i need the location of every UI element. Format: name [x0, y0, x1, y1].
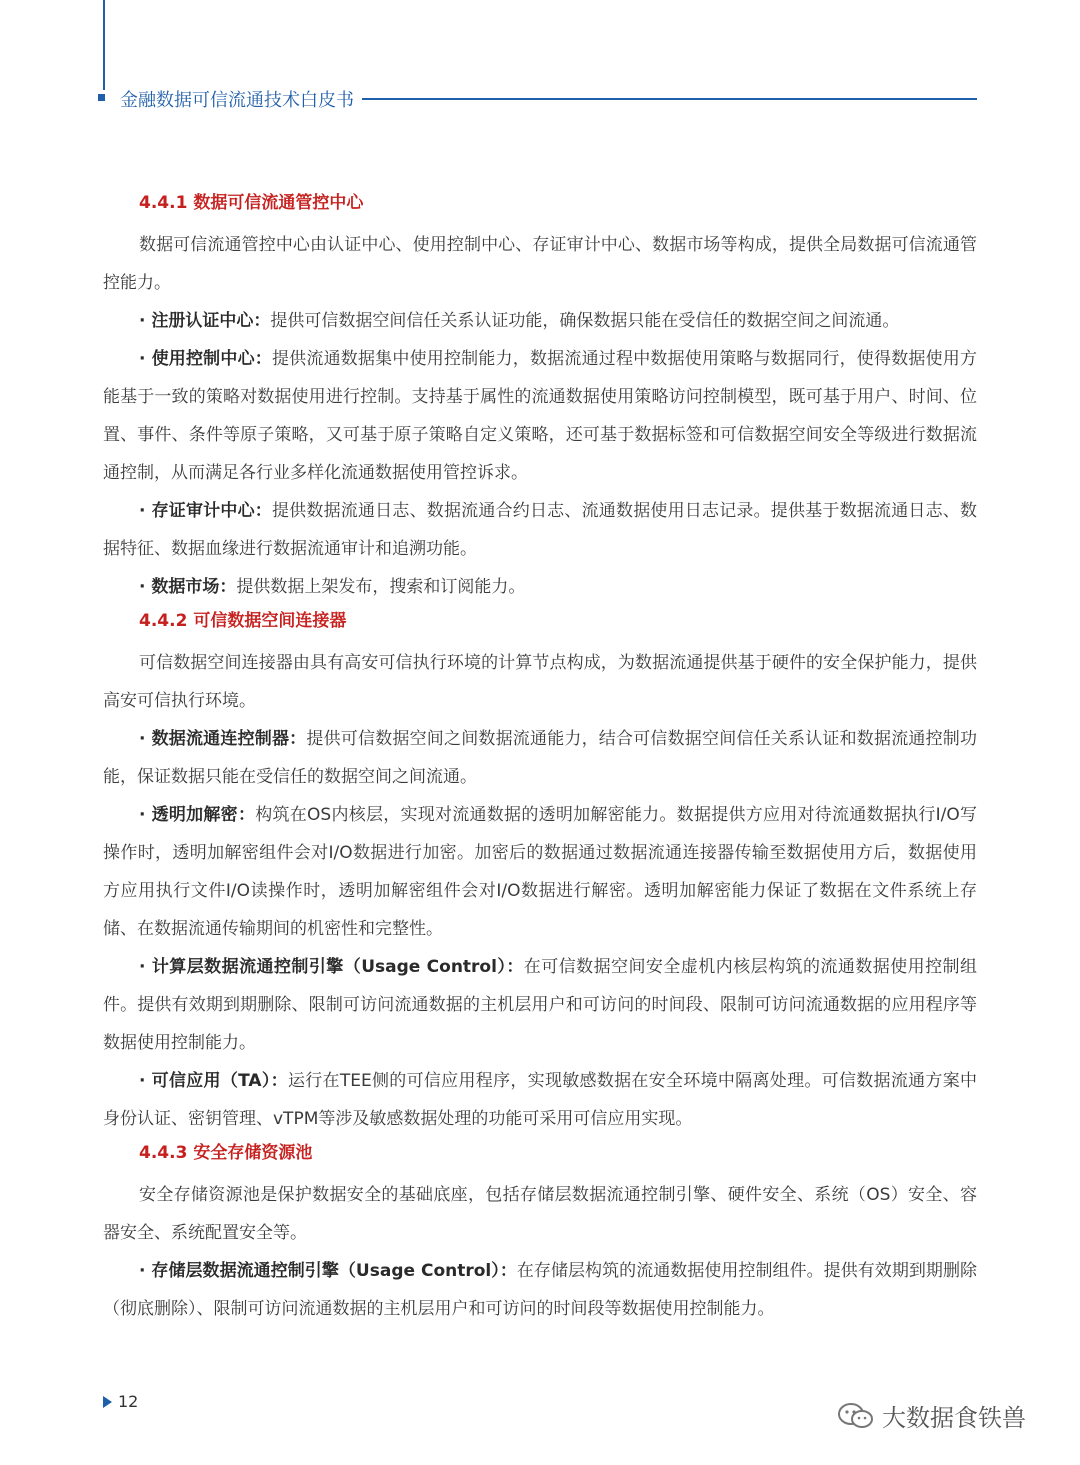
header-horizontal-rule: [362, 98, 977, 100]
header-vertical-rule: [103, 0, 105, 90]
item-term: · 数据市场：: [139, 577, 237, 597]
item-text: 运行在TEE侧的可信应用程序，实现敏感数据在安全环境中隔离处理。可信数据流通方案中身份认证、密钥管理、vTPM等涉及敏感数据处理的功能可采用可信应用实现。: [103, 1071, 978, 1129]
list-item: [103, 492, 977, 568]
section-intro: 安全存储资源池是保护数据安全的基础底座，包括存储层数据流通控制引擎、硬件安全、系统（OS）安全、容器安全、系统配置安全等。: [103, 1185, 977, 1243]
item-term: · 注册认证中心：: [139, 311, 271, 331]
list-item: [103, 720, 977, 796]
item-term: · 存证审计中心：: [139, 501, 272, 521]
page-number-value: 12: [118, 1392, 139, 1411]
list-item: [103, 1252, 977, 1328]
list-item: [103, 568, 977, 606]
item-text: 提供数据流通日志、数据流通合约日志、流通数据使用日志记录。提供基于数据流通日志、数据特征、数据血缘进行数据流通审计和追溯功能。: [103, 501, 977, 559]
item-term: · 使用控制中心：: [139, 349, 272, 369]
page-number: [103, 1392, 138, 1411]
item-text: 构筑在OS内核层，实现对流通数据的透明加解密能力。数据提供方应用对待流通数据执行I/O写操作时，透明加解密组件会对I/O数据进行加密。加密后的数据通过数据流通连接器传输至数据使用方后，数据使用方应用执行文件I/O读操作时，透明加解密组件会对I/O数据进行解密。透明加解密能力保证了数据在文件系统上存储、在数据流通传输期间的机密性和完整性。: [103, 805, 977, 939]
list-item: [103, 1062, 977, 1138]
list-item: [103, 948, 977, 1062]
list-item: [103, 340, 977, 492]
item-term: · 透明加解密：: [139, 805, 256, 825]
section-intro: 可信数据空间连接器由具有高安可信执行环境的计算节点构成，为数据流通提供基于硬件的安全保护能力，提供高安可信执行环境。: [103, 653, 977, 711]
item-term: · 可信应用（TA）：: [139, 1071, 288, 1091]
item-text: 提供可信数据空间之间数据流通能力，结合可信数据空间信任关系认证和数据流通控制功能，保证数据只能在受信任的数据空间之间流通。: [103, 729, 977, 787]
page-content: [103, 188, 977, 1328]
section-heading: 4.4.1 数据可信流通管控中心: [139, 193, 364, 213]
wechat-icon: [836, 1401, 876, 1431]
triangle-right-icon: [103, 1396, 112, 1408]
header-bullet: [98, 94, 105, 101]
item-text: 提供可信数据空间信任关系认证功能，确保数据只能在受信任的数据空间之间流通。: [270, 311, 900, 331]
item-term: · 计算层数据流通控制引擎（Usage Control）：: [139, 957, 524, 977]
item-text: 在可信数据空间安全虚机内核层构筑的流通数据使用控制组件。提供有效期到期删除、限制可访问流通数据的主机层用户和可访问的时间段、限制可访问流通数据的应用程序等数据使用控制能力。: [103, 957, 978, 1053]
list-item: [103, 796, 977, 948]
watermark: [836, 1398, 1026, 1433]
watermark-text: 大数据食铁兽: [882, 1404, 1026, 1432]
item-text: 提供数据上架发布，搜索和订阅能力。: [236, 577, 526, 597]
item-term: · 存储层数据流通控制引擎（Usage Control）：: [139, 1261, 517, 1281]
document-title: 金融数据可信流通技术白皮书: [120, 90, 354, 111]
item-text: 在存储层构筑的流通数据使用控制组件。提供有效期到期删除（彻底删除）、限制可访问流通数据的主机层用户和可访问的时间段等数据使用控制能力。: [103, 1261, 977, 1319]
section-intro: 数据可信流通管控中心由认证中心、使用控制中心、存证审计中心、数据市场等构成，提供全局数据可信流通管控能力。: [103, 235, 977, 293]
item-text: 提供流通数据集中使用控制能力，数据流通过程中数据使用策略与数据同行，使得数据使用方能基于一致的策略对数据使用进行控制。支持基于属性的流通数据使用策略访问控制模型，既可基于用户、时间、位置、事件、条件等原子策略，又可基于原子策略自定义策略，还可基于数据标签和可信数据空间安全等级进行数据流通控制，从而满足各行业多样化流通数据使用管控诉求。: [103, 349, 977, 483]
list-item: [103, 302, 977, 340]
section-heading: 4.4.3 安全存储资源池: [139, 1143, 313, 1163]
section-heading: 4.4.2 可信数据空间连接器: [139, 611, 347, 631]
item-term: · 数据流通连控制器：: [139, 729, 307, 749]
